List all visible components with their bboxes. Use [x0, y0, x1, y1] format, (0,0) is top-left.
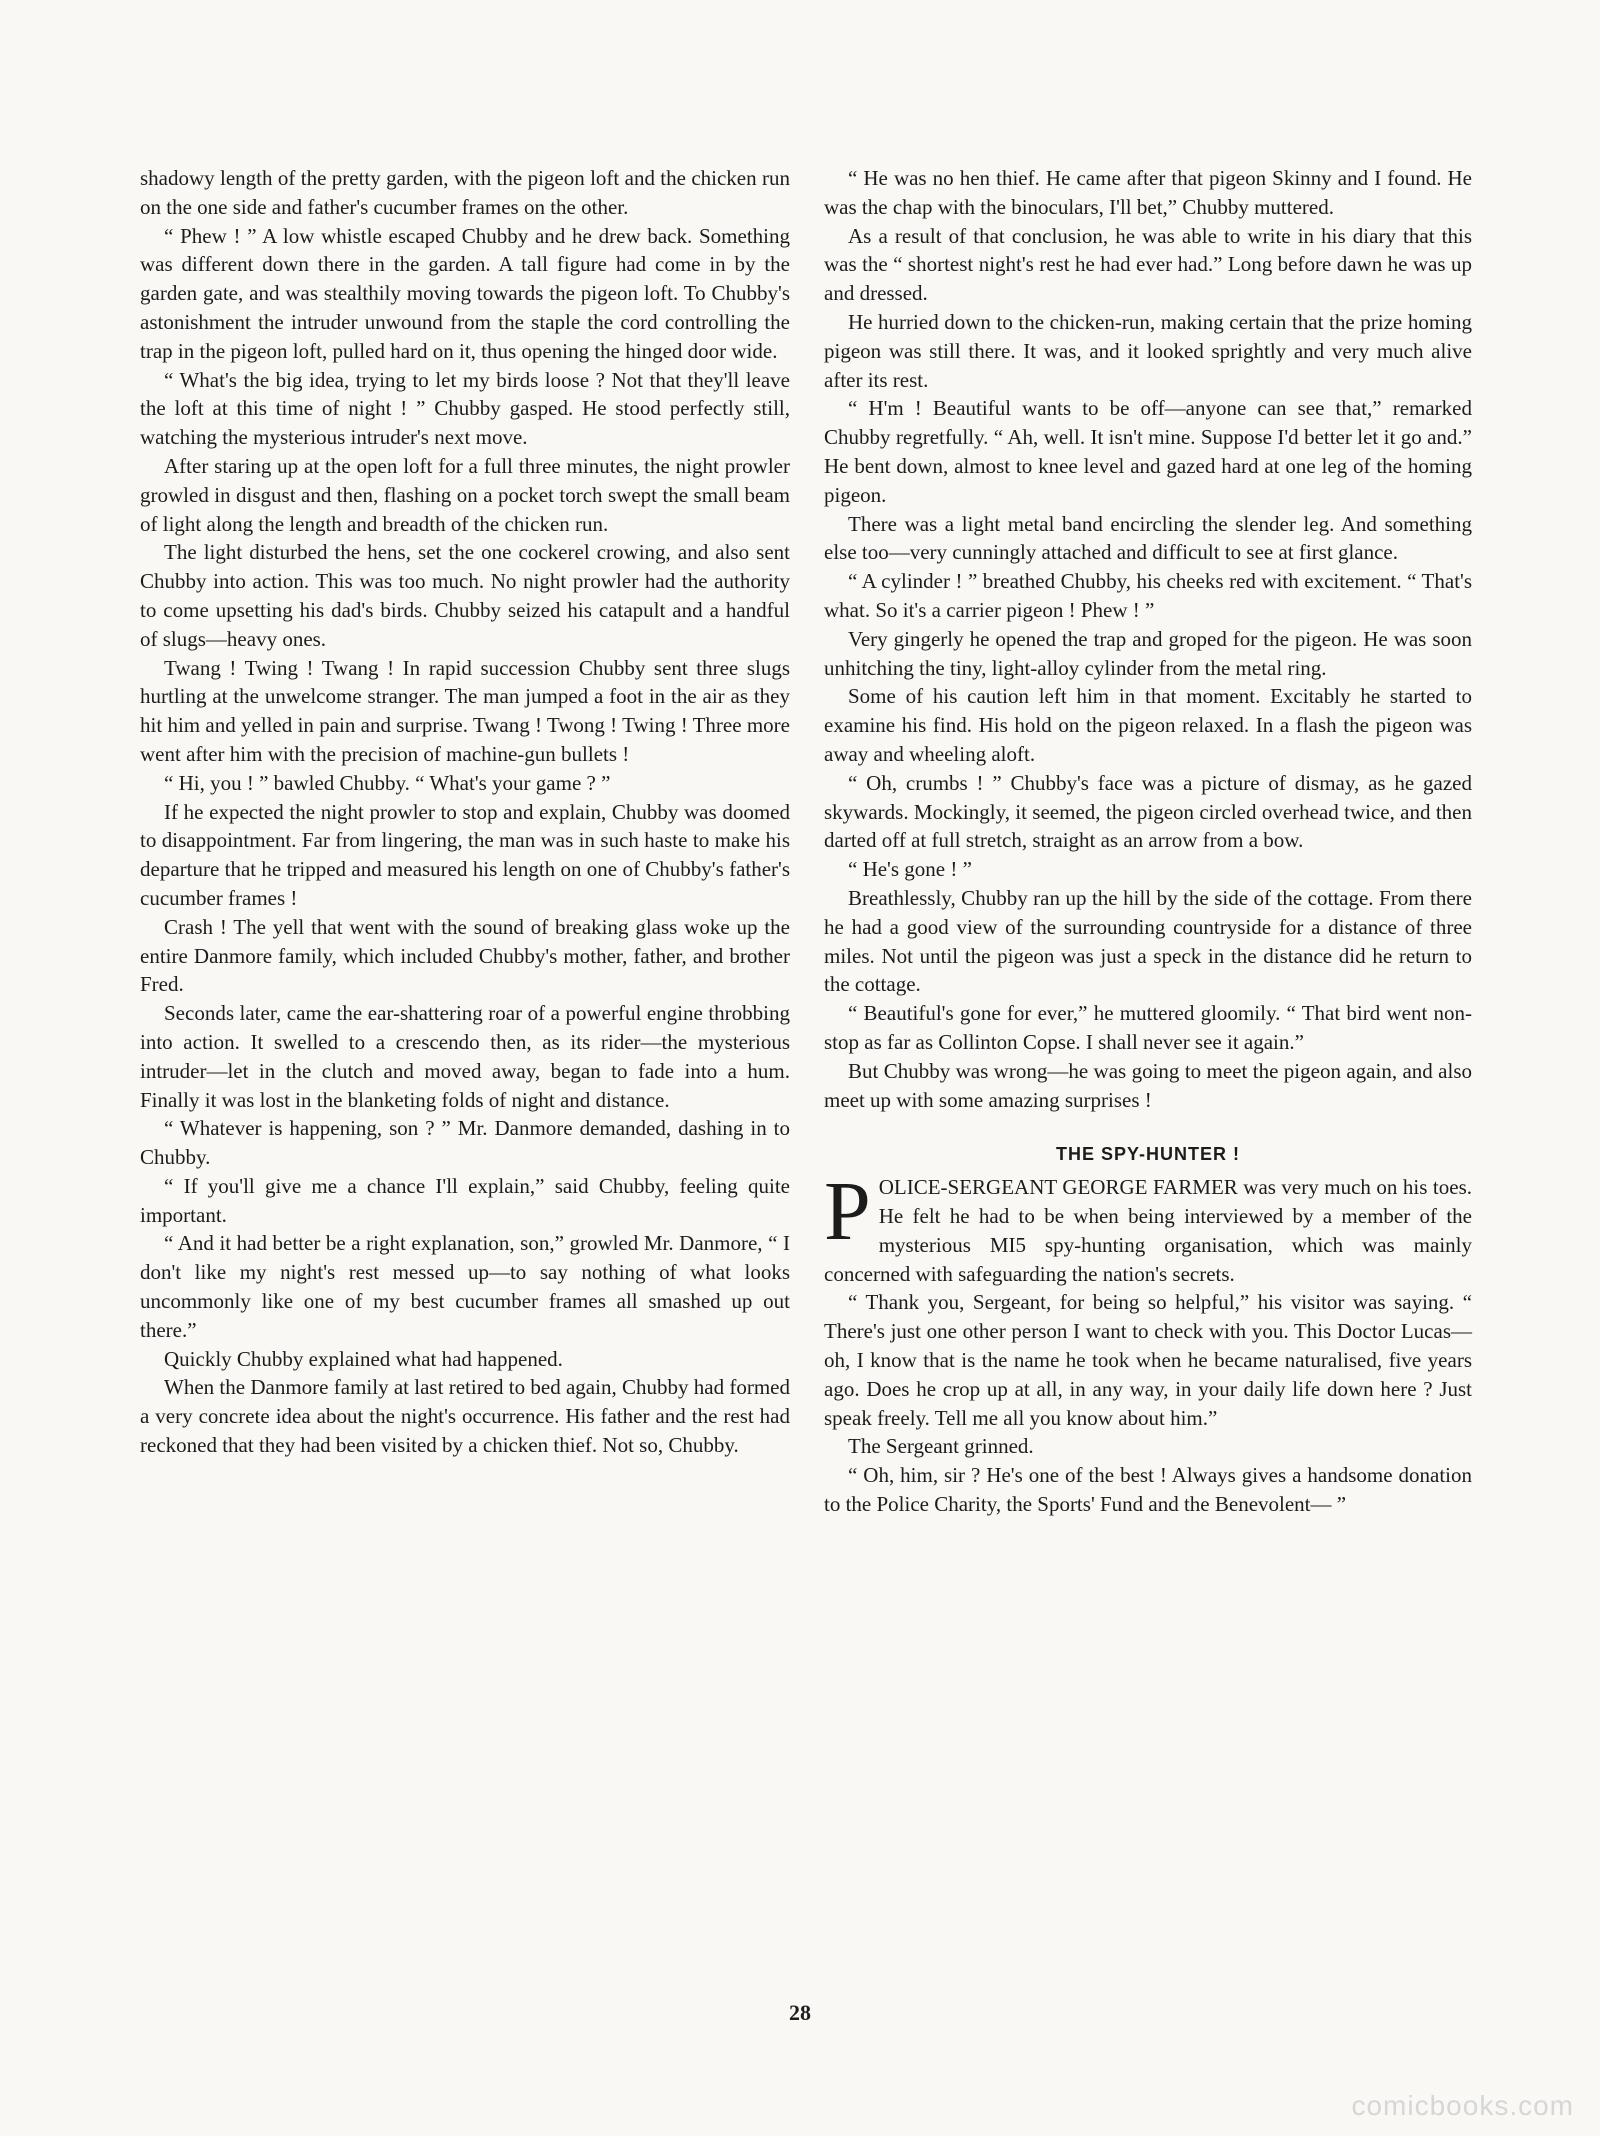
dropcap-paragraph [824, 1165, 1472, 1288]
story-paragraph: “ Phew ! ” A low whistle escaped Chubby and he drew back. Something was different down there in the garden. A tall figure had come in by the garden gate, and was stealthily moving towards the pigeon loft. To Chubby's astonishment the intruder unwound from the staple the cord controlling the trap in the pigeon loft, pulled hard on it, thus opening the hinged door wide. [140, 223, 790, 363]
story-paragraph: “ Beautiful's gone for ever,” he muttered gloomily. “ That bird went non-stop as far as Collinton Copse. I shall never see it again.” [824, 1001, 1472, 1054]
watermark: comicbooks.com [1351, 2090, 1574, 2121]
drop-cap-letter: P [824, 1165, 871, 1259]
story-paragraph: Twang ! Twing ! Twang ! In rapid succession Chubby sent three slugs hurtling at the unwelcome stranger. The man jumped a foot in the air as they hit him and yelled in pain and surprise. Twang ! Twong ! Twing ! Three more went after him with the precision of machine-gun bullets ! [140, 655, 790, 766]
story-paragraph: When the Danmore family at last retired to bed again, Chubby had formed a very concrete idea about the night's occurrence. His father and the rest had reckoned that they had been visited by a chicken thief. Not so, Chubby. [140, 1375, 790, 1458]
story-paragraph: There was a light metal band encircling the slender leg. And something else too—very cunningly attached and difficult to see at first glance. [824, 511, 1472, 565]
story-paragraph: “ Whatever is happening, son ? ” Mr. Danmore demanded, dashing in to Chubby. [140, 1116, 790, 1170]
story-paragraph: Breathlessly, Chubby ran up the hill by the side of the cottage. From there he had a good view of the surrounding countryside for a distance of three miles. Not until the pigeon was just a speck in the distance did he return to the cottage. [824, 885, 1472, 997]
story-paragraph: “ And it had better be a right explanation, son,” growled Mr. Danmore, “ I don't like my night's rest messed up—to say nothing of what looks uncommonly like one of my best cucumber frames all smashed up out there.” [140, 1231, 790, 1342]
story-paragraph: “ Oh, him, sir ? He's one of the best ! Always gives a handsome donation to the Police Charity, the Sports' Fund and the Benevolent— ” [824, 1463, 1472, 1517]
story-paragraph: shadowy length of the pretty garden, with the pigeon loft and the chicken run on the one side and father's cucumber frames on the other. [140, 166, 790, 219]
right-text-column [824, 164, 1472, 1519]
story-paragraph: “ If you'll give me a chance I'll explain,” said Chubby, feeling quite important. [140, 1173, 790, 1227]
story-paragraph: As a result of that conclusion, he was able to write in his diary that this was the “ shortest night's rest he had ever had.” Long before dawn he was up and dressed. [824, 223, 1472, 306]
story-paragraph: The Sergeant grinned. [848, 1434, 1034, 1459]
story-paragraph: If he expected the night prowler to stop and explain, Chubby was doomed to disappointment. Far from lingering, the man was in such haste to make his departure that he tripped and measured his length on one of Chubby's father's cucumber frames ! [140, 799, 790, 910]
story-paragraph: “ Oh, crumbs ! ” Chubby's face was a picture of dismay, as he gazed skywards. Mockingly, it seemed, the pigeon circled overhead twice, and then darted off at full stretch, straight as an arrow from a bow. [824, 770, 1472, 853]
story-paragraph: But Chubby was wrong—he was going to meet the pigeon again, and also meet up with some amazing surprises ! [824, 1058, 1472, 1112]
story-paragraph: Seconds later, came the ear-shattering roar of a powerful engine throbbing into action. It swelled to a crescendo then, as its rider—the mysterious intruder—let in the clutch and moved away, began to fade into a hum. Finally it was lost in the blanketing folds of night and distance. [140, 1001, 790, 1112]
story-paragraph: “ H'm ! Beautiful wants to be off—anyone can see that,” remarked Chubby regretfully. “ Ah, well. It isn't mine. Suppose I'd better let it go and.” He bent down, almost to knee level and gazed hard at one leg of the homing pigeon. [824, 396, 1472, 507]
story-paragraph: Quickly Chubby explained what had happened. [164, 1346, 563, 1371]
story-paragraph: Some of his caution left him in that moment. Excitably he started to examine his find. His hold on the pigeon relaxed. In a flash the pigeon was away and wheeling aloft. [824, 684, 1472, 766]
story-paragraph: Very gingerly he opened the trap and groped for the pigeon. He was soon unhitching the tiny, light-alloy cylinder from the metal ring. [824, 626, 1472, 680]
story-paragraph: The light disturbed the hens, set the one cockerel crowing, and also sent Chubby into action. This was too much. No night prowler had the authority to come upsetting his dad's birds. Chubby seized his catapult and a handful of slugs—heavy ones. [140, 540, 790, 651]
story-paragraph: After staring up at the open loft for a full three minutes, the night prowler growled in disgust and then, flashing on a pocket torch swept the small beam of light along the length and breadth of the chicken run. [140, 453, 790, 536]
section-heading: THE SPY-HUNTER ! [1055, 1144, 1240, 1165]
story-paragraph: He hurried down to the chicken-run, making certain that the prize homing pigeon was still there. It was, and it looked sprightly and very much alive after its rest. [824, 309, 1472, 392]
story-paragraph: “ Thank you, Sergeant, for being so helpful,” his visitor was saying. “ There's just one other person I want to check with you. This Doctor Lucas—oh, I know that is the name he took when he became naturalised, five years ago. Does he crop up at all, in any way, in your daily life down here ? Just speak freely. Tell me all you know about him.” [824, 1290, 1472, 1430]
story-paragraph: Crash ! The yell that went with the sound of breaking glass woke up the entire Danmore family, which included Chubby's mother, father, and brother Fred. [140, 914, 790, 997]
story-paragraph: “ What's the big idea, trying to let my birds loose ? Not that they'll leave the loft at this time of night ! ” Chubby gasped. He stood perfectly still, watching the mysterious intruder's next move. [140, 367, 790, 450]
left-text-column [140, 164, 790, 1460]
story-paragraph: “ Hi, you ! ” bawled Chubby. “ What's your game ? ” [164, 770, 611, 795]
dropcap-paragraph-text: OLICE-SERGEANT GEORGE FARMER was very much on his toes. He felt he had to be when being interviewed by a member of the mysterious MI5 spy-hunting organisation, which was mainly concerned with safeguarding the nation's secrets. [824, 1175, 1472, 1286]
story-paragraph: “ He's gone ! ” [848, 857, 972, 882]
story-paragraph: “ He was no hen thief. He came after that pigeon Skinny and I found. He was the chap with the binoculars, I'll bet,” Chubby muttered. [824, 166, 1472, 219]
page-number: 28 [789, 2000, 811, 2025]
story-paragraph: “ A cylinder ! ” breathed Chubby, his cheeks red with excitement. “ That's what. So it's a carrier pigeon ! Phew ! ” [824, 569, 1472, 622]
